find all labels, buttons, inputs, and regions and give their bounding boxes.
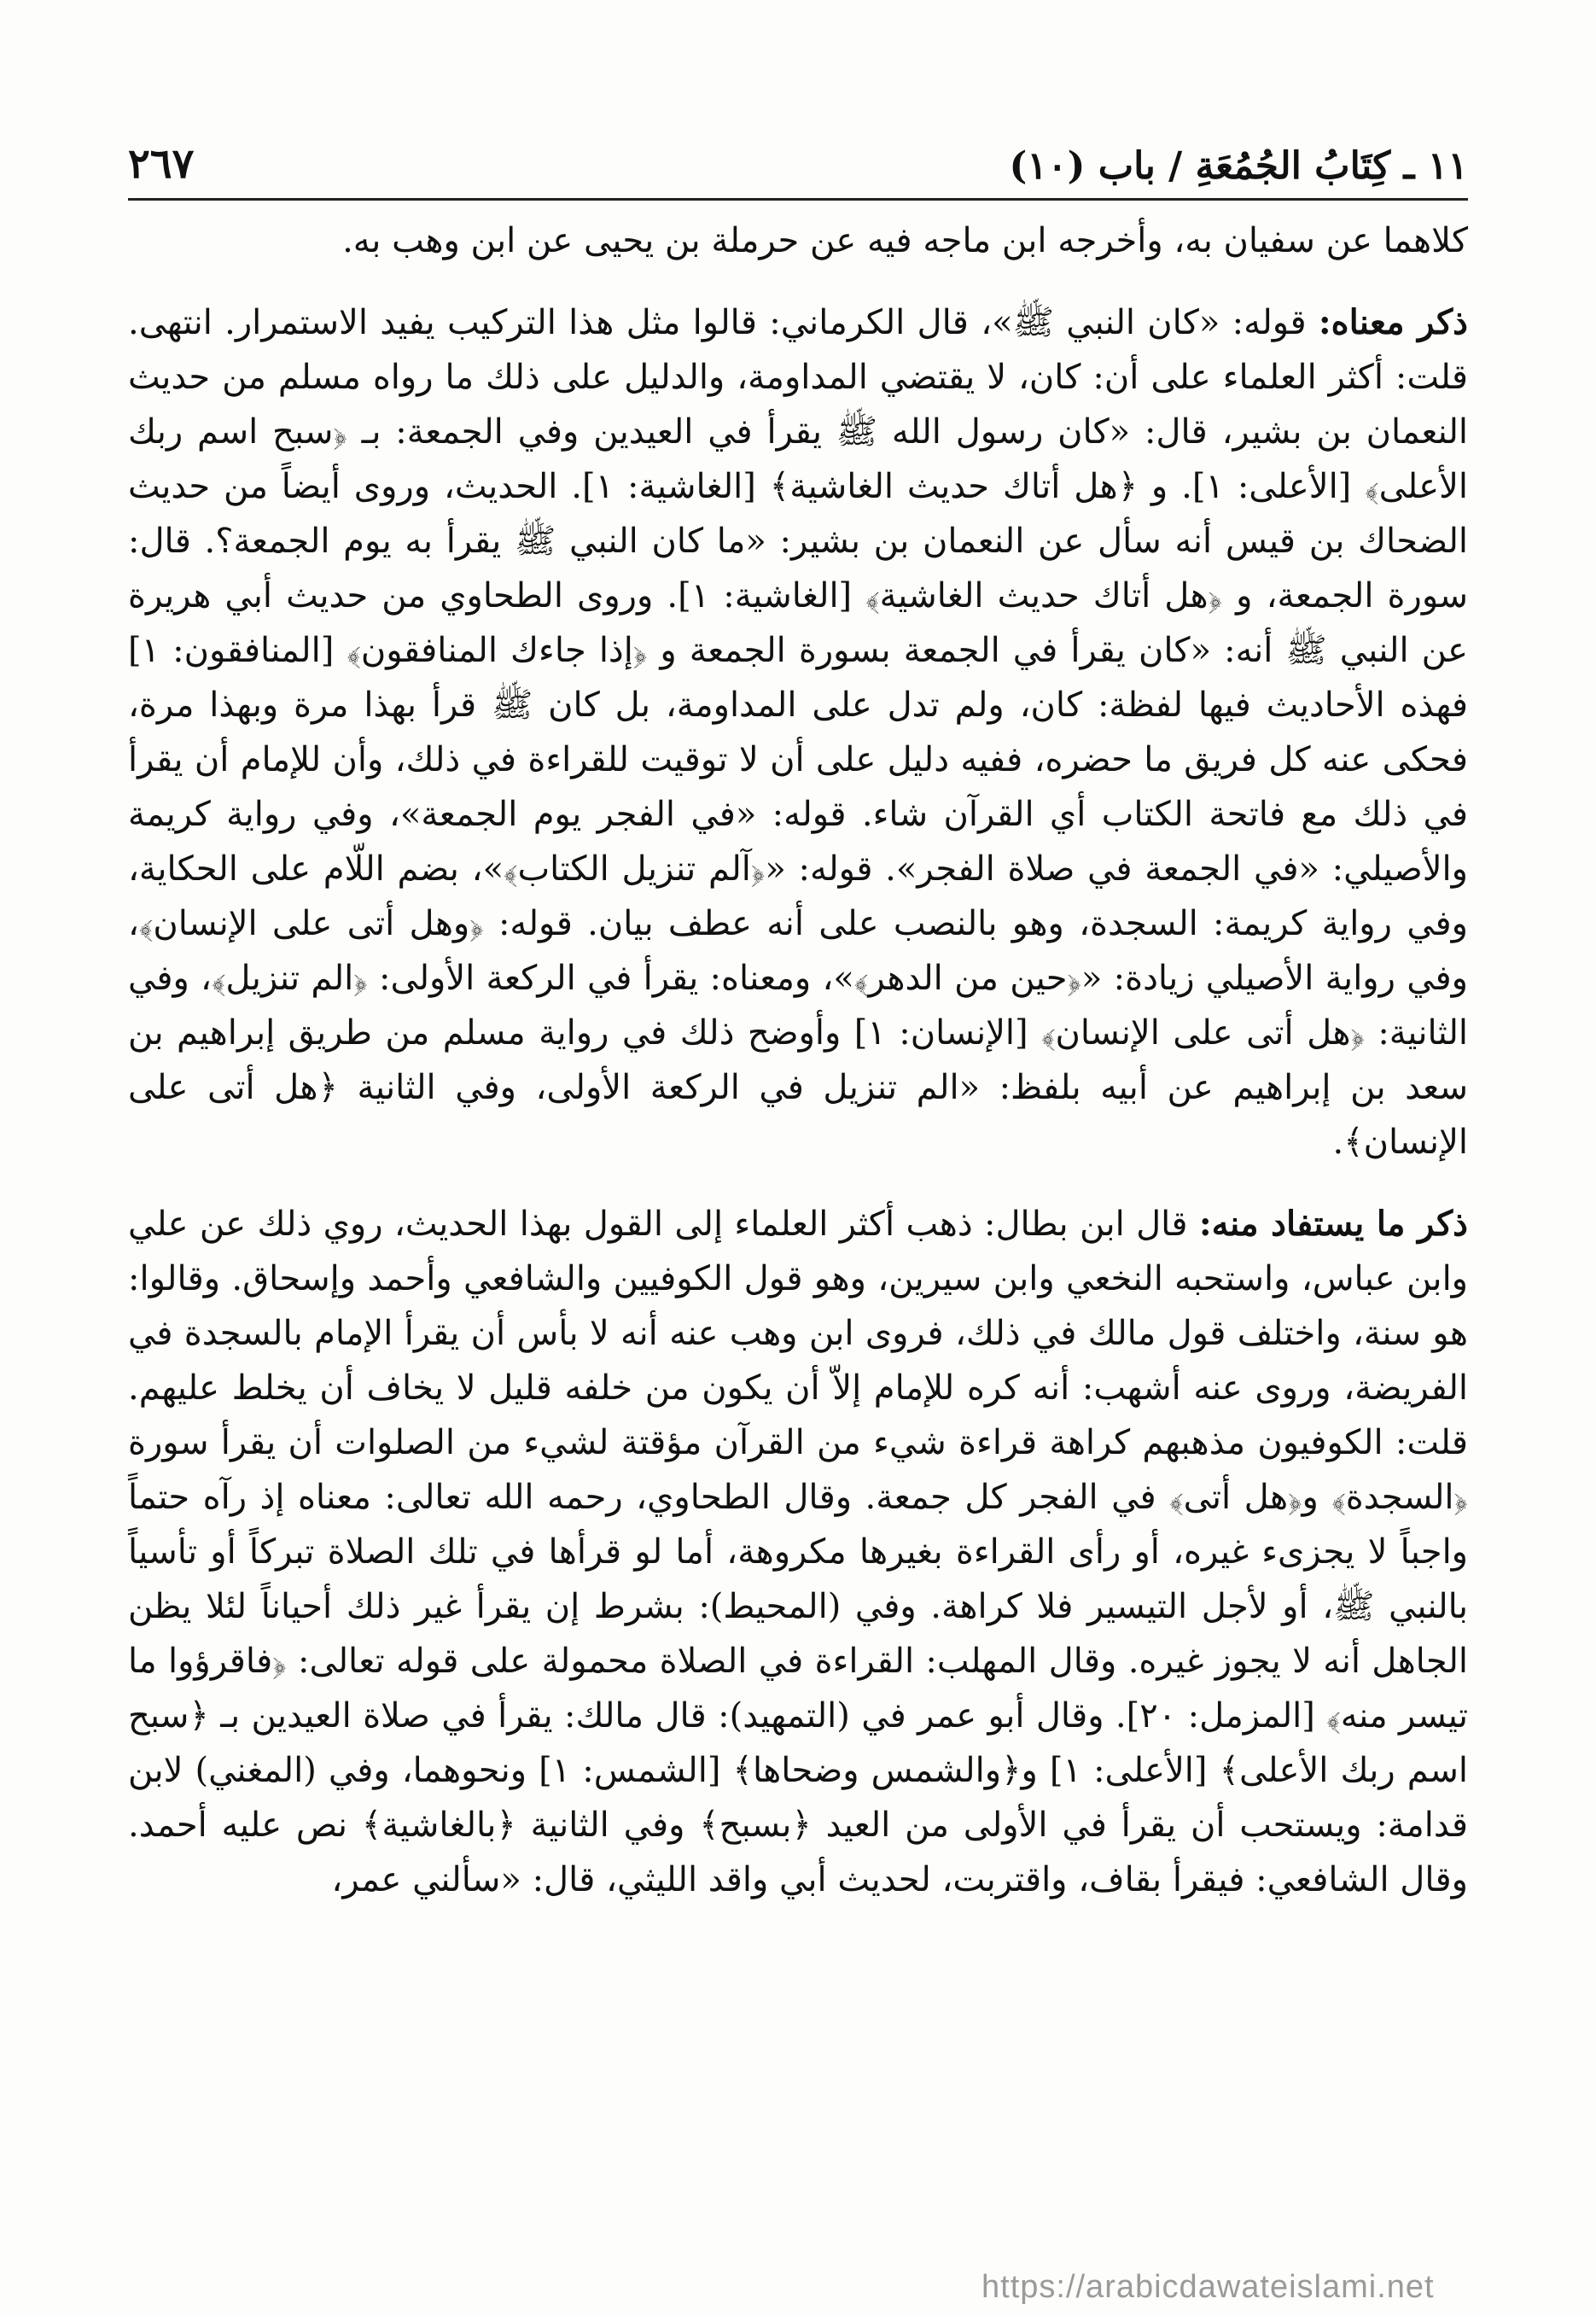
paragraph-text: كلاهما عن سفيان به، وأخرجه ابن ماجه فيه عن حرملة بن يحيى عن ابن وهب به. [342, 221, 1468, 260]
paragraph-text: قوله: «كان النبي ﷺ»، قال الكرماني: قالوا مثل هذا التركيب يفيد الاستمرار. انتهى. قلت: أكثر العلماء على أن: كان، لا يقتضي المداومة، والدليل على ذلك ما رواه مسلم من حديث النعمان بن بشير، قال: «كان رسول الله ﷺ يقرأ في العيدين وفي الجمعة: بـ ﴿سبح اسم ربك الأعلى﴾ [الأعلى: ١]. و ﴿هل أتاك حديث الغاشية﴾ [الغاشية: ١]. الحديث، وروى أيضاً من حديث الضحاك بن قيس أنه سأل عن النعمان بن بشير: «ما كان النبي ﷺ يقرأ به يوم الجمعة؟. قال: سورة الجمعة، و ﴿هل أتاك حديث الغاشية﴾ [الغاشية: ١]. وروى الطحاوي من حديث أبي هريرة عن النبي ﷺ أنه: «كان يقرأ في الجمعة بسورة الجمعة و ﴿إذا جاءك المنافقون﴾ [المنافقون: ١] فهذه الأحاديث فيها لفظة: كان، ولم تدل على المداومة، بل كان ﷺ قرأ بهذا مرة وبهذا مرة، فحكى عنه كل فريق ما حضره، ففيه دليل على أن لا توقيت للقراءة في ذلك، وأن للإمام أن يقرأ في ذلك مع فاتحة الكتاب أي القرآن شاء. قوله: «في الفجر يوم الجمعة»، وفي رواية كريمة والأصيلي: «في الجمعة في صلاة الفجر». قوله: «﴿آلم تنزيل الكتاب﴾»، بضم اللّام على الحكاية، وفي رواية كريمة: السجدة، وهو بالنصب على أنه عطف بيان. قوله: ﴿وهل أتى على الإنسان﴾، وفي رواية الأصيلي زيادة: «﴿حين من الدهر﴾»، ومعناه: يقرأ في الركعة الأولى: ﴿الم تنزيل﴾، وفي الثانية: ﴿هل أتى على الإنسان﴾ [الإنسان: ١] وأوضح ذلك في رواية مسلم من طريق إبراهيم بن سعد بن إبراهيم عن أبيه بلفظ: «الم تنزيل في الركعة الأولى، وفي الثانية ﴿هل أتى على الإنسان﴾. [128, 303, 1469, 1162]
page-header [128, 128, 1468, 188]
header-rule [128, 198, 1468, 201]
page-number: ٢٦٧ [128, 140, 195, 188]
paragraph-lead: ذكر معناه: [1318, 302, 1468, 342]
running-head: ١١ ـ كِتَابُ الجُمُعَةِ / باب (١٠) [1009, 144, 1468, 188]
watermark-url: https://arabicdawateislami.net [981, 2269, 1435, 2305]
paragraph-text: قال ابن بطال: ذهب أكثر العلماء إلى القول بهذا الحديث، روي ذلك عن علي وابن عباس، واستحبه النخعي وابن سيرين، وهو قول الكوفيين والشافعي وأحمد وإسحاق. وقالوا: هو سنة، واختلف قول مالك في ذلك، فروى ابن وهب عنه أنه لا بأس أن يقرأ الإمام بالسجدة في الفريضة، وروى عنه أشهب: أنه كره للإمام إلاّ أن يكون من خلفه قليل لا يخاف أن يخلط عليهم. قلت: الكوفيون مذهبهم كراهة قراءة شيء من القرآن مؤقتة لشيء من الصلوات أن يقرأ سورة ﴿السجدة﴾ و﴿هل أتى﴾ في الفجر كل جمعة. وقال الطحاوي، رحمه الله تعالى: معناه إذ رآه حتماً واجباً لا يجزىء غيره، أو رأى القراءة بغيرها مكروهة، أما لو قرأها في تلك الصلاة تبركاً أو تأسياً بالنبي ﷺ، أو لأجل التيسير فلا كراهة. وفي (المحيط): بشرط إن يقرأ غير ذلك أحياناً لئلا يظن الجاهل أنه لا يجوز غيره. وقال المهلب: القراءة في الصلاة محمولة على قوله تعالى: ﴿فاقرؤوا ما تيسر منه﴾ [المزمل: ٢٠]. وقال أبو عمر في (التمهيد): قال مالك: يقرأ في صلاة العيدين بـ ﴿سبح اسم ربك الأعلى﴾ [الأعلى: ١] و﴿والشمس وضحاها﴾ [الشمس: ١] ونحوهما، وفي (المغني) لابن قدامة: ويستحب أن يقرأ في الأولى من العيد ﴿بسبح﴾ وفي الثانية ﴿بالغاشية﴾ نص عليه أحمد. وقال الشافعي: فيقرأ بقاف، واقتربت، لحديث أبي واقد الليثي، قال: «سألني عمر، [128, 1205, 1468, 1899]
paragraph-meaning [128, 295, 1468, 1170]
paragraph-benefits [128, 1197, 1468, 1907]
paragraph-continuation [128, 213, 1468, 268]
body-text [128, 213, 1468, 1934]
paragraph-lead: ذكر ما يستفاد منه: [1198, 1204, 1468, 1244]
